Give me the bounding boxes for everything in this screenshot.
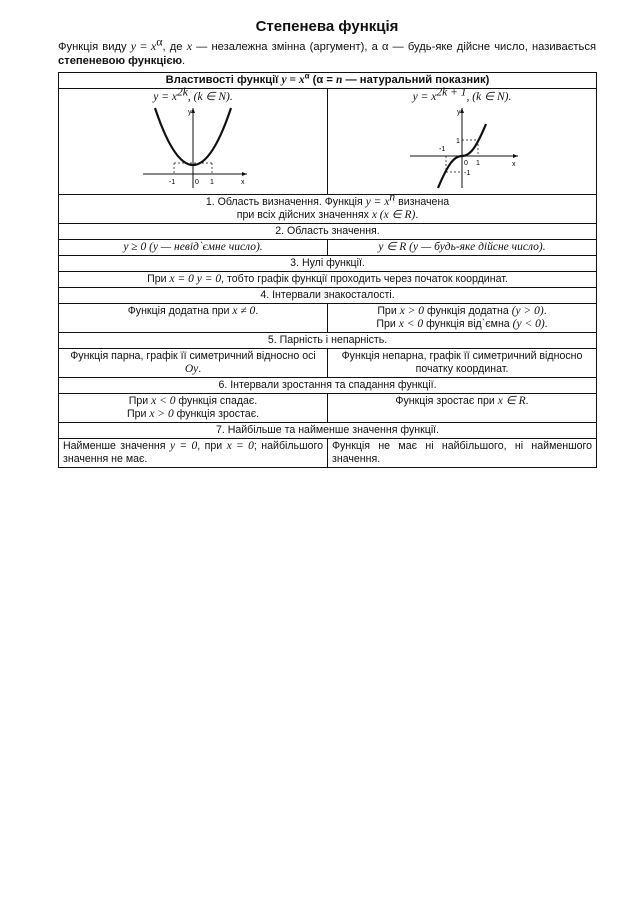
- section-7-title-row: [59, 423, 597, 439]
- zeros-text-part: , тобто графік функції проходить через початок координат.: [221, 273, 508, 285]
- sign-title: 4. Інтервали знакосталості.: [59, 288, 597, 304]
- domain-text: .: [415, 209, 419, 221]
- section-2-title-row: [59, 224, 597, 240]
- domain-formula: y = x: [365, 196, 390, 208]
- sign-text: При: [376, 318, 399, 330]
- monotonic-text: При: [126, 408, 150, 420]
- section-5-title-row: [59, 333, 597, 349]
- sign-odd: [328, 304, 597, 333]
- parity-even: [59, 349, 328, 378]
- y-axis-arrow: [191, 108, 195, 113]
- monotonic-formula: x ∈ R: [497, 395, 526, 407]
- sign-text: .: [544, 318, 548, 330]
- graph-tick-1: 1: [210, 179, 214, 186]
- domain-formula: x (x ∈ R): [371, 209, 416, 221]
- graph-tick-neg1: -1: [169, 179, 176, 186]
- header-text: (α =: [309, 74, 336, 86]
- table-header: [59, 73, 597, 89]
- monotonic-even-line-2: [63, 408, 323, 421]
- monotonic-formula: x > 0: [149, 408, 174, 420]
- section-2-row: [59, 240, 597, 256]
- monotonic-text: функція зростає.: [173, 408, 260, 420]
- section-4-row: [59, 304, 597, 333]
- monotonic-text: Функція зростає при: [395, 395, 498, 407]
- intro-text: .: [182, 55, 186, 67]
- intro-text: , де: [162, 41, 187, 53]
- sign-text: функція додатна: [424, 305, 512, 317]
- x-axis-arrow: [242, 172, 247, 176]
- even-formula-sup: 2k: [177, 86, 188, 99]
- sign-text: функція від`ємна: [423, 318, 513, 330]
- domain-sup: n: [389, 191, 396, 204]
- parity-text: Функція парна, графік її симетричний відносно осі: [70, 350, 316, 362]
- intro-var-x: x: [150, 39, 157, 53]
- intro-eq: =: [136, 39, 151, 53]
- intro-sup-alpha: α: [156, 34, 163, 49]
- monotonic-formula: x < 0: [151, 395, 176, 407]
- header-n: n: [336, 74, 343, 86]
- parity-formula: Oy: [184, 363, 199, 375]
- section-3-row: [59, 272, 597, 288]
- header-formula: y = x: [281, 74, 305, 86]
- even-power-cell: [59, 86, 328, 195]
- parity-title: 5. Парність і непарність.: [59, 333, 597, 349]
- range-even: y ≥ 0 (y — невід`ємне число).: [59, 240, 328, 256]
- sign-text: .: [543, 305, 547, 317]
- graph-tick-0: 0: [195, 179, 199, 186]
- monotonic-title: 6. Інтервали зростання та спадання функції.: [59, 378, 597, 394]
- even-formula: [63, 86, 323, 104]
- zeros-formula: x = 0 y = 0: [169, 273, 222, 285]
- intro-bold-term: степеневою функцією: [58, 55, 183, 67]
- parity-text: .: [198, 363, 202, 375]
- monotonic-text: .: [525, 395, 529, 407]
- section-3-title-row: [59, 256, 597, 272]
- intro-var-y: y: [130, 39, 137, 53]
- even-formula-tail: , (k ∈ N).: [187, 91, 233, 103]
- sign-formula: (y < 0): [512, 318, 545, 330]
- extrema-odd: Функція не має ні найбільшого, ні найменшого значення.: [328, 439, 597, 468]
- extrema-title: 7. Найбільше та найменше значення функції.: [59, 423, 597, 439]
- graph-label-x: x: [512, 161, 516, 168]
- intro-var-x: x: [186, 39, 193, 53]
- graph-label-y: y: [457, 109, 461, 116]
- even-power-graph: [133, 104, 253, 190]
- sign-formula: x < 0: [398, 318, 424, 330]
- zeros-text-part: При: [147, 273, 170, 285]
- intro-text: — незалежна змінна (аргумент), а α — будь-яке дійсне число, називається: [192, 41, 597, 53]
- x-axis-arrow: [513, 154, 518, 158]
- header-text: Властивості функції: [165, 74, 282, 86]
- intro-paragraph: [58, 34, 597, 68]
- sign-formula: x ≠ 0: [232, 305, 256, 317]
- odd-formula-sup: 2k + 1: [436, 86, 467, 99]
- range-odd: y ∈ R (y — будь-яке дійсне число).: [328, 240, 597, 256]
- odd-formula-base: y = x: [412, 91, 437, 103]
- extrema-text: Найменше значення: [63, 440, 170, 452]
- graph-tick-neg1-x: -1: [439, 146, 446, 153]
- graph-tick-neg1-y: -1: [464, 170, 471, 177]
- sign-odd-line-1: [332, 305, 592, 318]
- section-4-title-row: [59, 288, 597, 304]
- domain-text: 1. Область визначення. Функція: [205, 196, 366, 208]
- parity-odd: Функція непарна, графік її симетричний відносно початку координат.: [328, 349, 597, 378]
- domain-text: при всіх дійсних значеннях: [236, 209, 372, 221]
- odd-formula-tail: , (k ∈ N).: [466, 91, 512, 103]
- section-1-row: [59, 195, 597, 224]
- odd-power-graph: [402, 104, 522, 190]
- odd-power-cell: [328, 86, 597, 195]
- table-header-row: [59, 73, 597, 89]
- section-5-row: [59, 349, 597, 378]
- odd-formula: [332, 86, 592, 104]
- monotonic-even-line-1: [63, 395, 323, 408]
- extrema-formula: y = 0: [169, 440, 198, 452]
- document-page: [58, 18, 596, 468]
- monotonic-text: При: [128, 395, 152, 407]
- extrema-even: [59, 439, 328, 468]
- header-text: — натуральний показник): [342, 74, 490, 86]
- zeros-title: 3. Нулі функції.: [59, 256, 597, 272]
- sign-formula: x > 0: [399, 305, 425, 317]
- monotonic-odd: [328, 394, 597, 423]
- graph-tick-1-y: 1: [456, 138, 460, 145]
- graph-tick-0: 0: [464, 160, 468, 167]
- sign-text: При: [377, 305, 400, 317]
- graphs-row: [59, 89, 597, 195]
- monotonic-text: функція спадає.: [175, 395, 258, 407]
- extrema-formula: x = 0: [226, 440, 254, 452]
- section-6-title-row: [59, 378, 597, 394]
- domain-section: [59, 191, 597, 224]
- monotonic-even: [59, 394, 328, 423]
- domain-line-2: [63, 209, 592, 222]
- domain-text: визначена: [395, 196, 450, 208]
- graph-tick-1-x: 1: [476, 160, 480, 167]
- section-6-row: [59, 394, 597, 423]
- even-formula-base: y = x: [153, 91, 178, 103]
- properties-table: [58, 72, 597, 468]
- range-title: 2. Область значення.: [59, 224, 597, 240]
- graph-label-y: y: [188, 109, 192, 116]
- graph-label-x: x: [241, 179, 245, 186]
- sign-text: Функція додатна при: [127, 305, 233, 317]
- sign-odd-line-2: [332, 318, 592, 331]
- header-sup: α: [304, 71, 310, 81]
- zeros-text: [59, 272, 597, 288]
- extrema-text: , при: [197, 440, 227, 452]
- domain-line-1: [63, 191, 592, 209]
- sign-text: .: [255, 305, 259, 317]
- y-axis-arrow: [460, 108, 464, 113]
- sign-formula: (y > 0): [511, 305, 544, 317]
- section-7-row: [59, 439, 597, 468]
- page-title: Степенева функція: [255, 18, 399, 35]
- extrema-text: ; найбільшого значення не має.: [63, 440, 323, 465]
- intro-text: Функція виду: [58, 41, 131, 53]
- sign-even: [59, 304, 328, 333]
